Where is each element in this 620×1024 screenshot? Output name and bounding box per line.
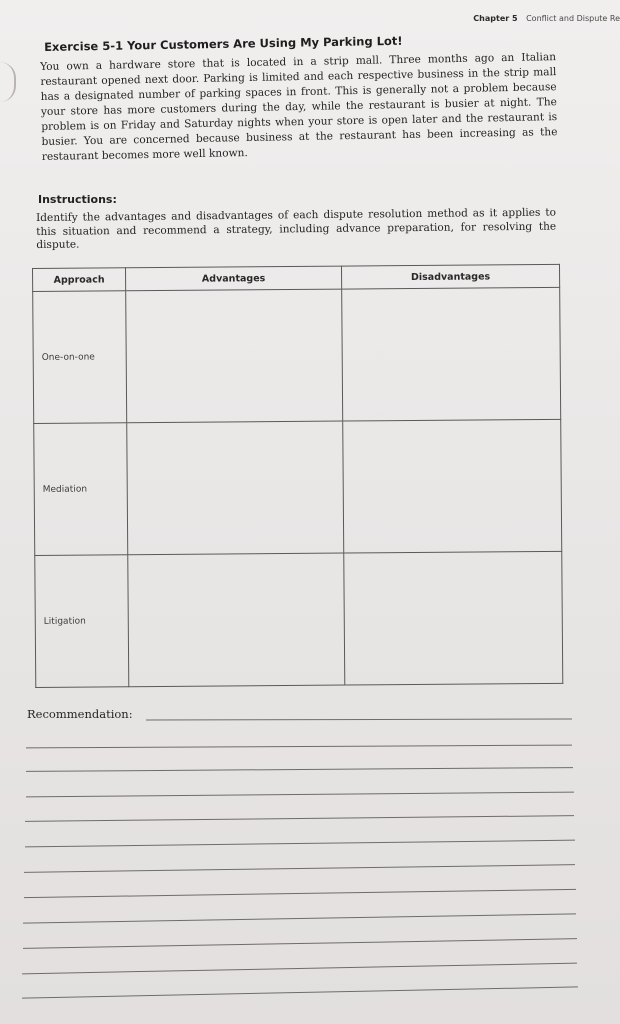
page-curl	[0, 62, 16, 102]
writing-line[interactable]	[24, 864, 575, 873]
writing-line[interactable]	[23, 938, 577, 949]
instructions-heading: Instructions:	[38, 193, 117, 206]
scenario-paragraph: You own a hardware store that is located in a strip mall. Three months ago an Italian restaurant opened next door. Parking is limited and each respective business in the strip mall has a designated number of parking spaces in front. This is generally not a problem because your store has more customers during the day, while the restaurant is busier at night. The problem is on Friday and Saturday nights when your store is open later and the restaurant is busier. You are concerned because business at the restaurant has been increasing as the restaurant becomes more well known.	[40, 51, 558, 163]
writing-line[interactable]	[22, 986, 578, 998]
disadvantages-cell[interactable]	[342, 287, 561, 421]
advantages-cell[interactable]	[127, 421, 344, 555]
chapter-label: Chapter 5	[473, 14, 518, 23]
disadvantages-cell[interactable]	[344, 551, 563, 685]
writing-line[interactable]	[26, 745, 572, 749]
approach-table	[32, 264, 563, 688]
running-header	[473, 14, 620, 23]
writing-line[interactable]	[25, 815, 574, 822]
exercise-title: Exercise 5-1 Your Customers Are Using My Parking Lot!	[44, 33, 403, 54]
approach-one-on-one: One-on-one	[33, 291, 127, 424]
writing-line[interactable]	[26, 792, 574, 798]
writing-line[interactable]	[23, 913, 576, 923]
writing-line[interactable]	[25, 840, 575, 848]
section-label: Conflict and Dispute Re	[526, 14, 620, 23]
instructions-text: Identify the advantages and disadvantages of each dispute resolution method as it applies to this situation and recommend a strategy, including advance preparation, for resolving the dispute.	[36, 206, 557, 251]
header-approach: Approach	[33, 268, 126, 292]
table-row	[33, 287, 561, 423]
recommendation-label: Recommendation:	[27, 707, 133, 721]
advantages-cell[interactable]	[128, 553, 345, 687]
writing-line[interactable]	[22, 963, 577, 975]
advantages-cell[interactable]	[126, 289, 343, 423]
header-disadvantages: Disadvantages	[341, 264, 559, 289]
table-row	[35, 551, 563, 687]
table-row	[34, 419, 562, 555]
writing-line[interactable]	[26, 767, 573, 772]
writing-line[interactable]	[146, 718, 572, 720]
approach-litigation: Litigation	[35, 555, 129, 688]
header-advantages: Advantages	[126, 266, 342, 291]
writing-line[interactable]	[24, 889, 576, 898]
approach-mediation: Mediation	[34, 423, 128, 556]
disadvantages-cell[interactable]	[343, 419, 562, 553]
